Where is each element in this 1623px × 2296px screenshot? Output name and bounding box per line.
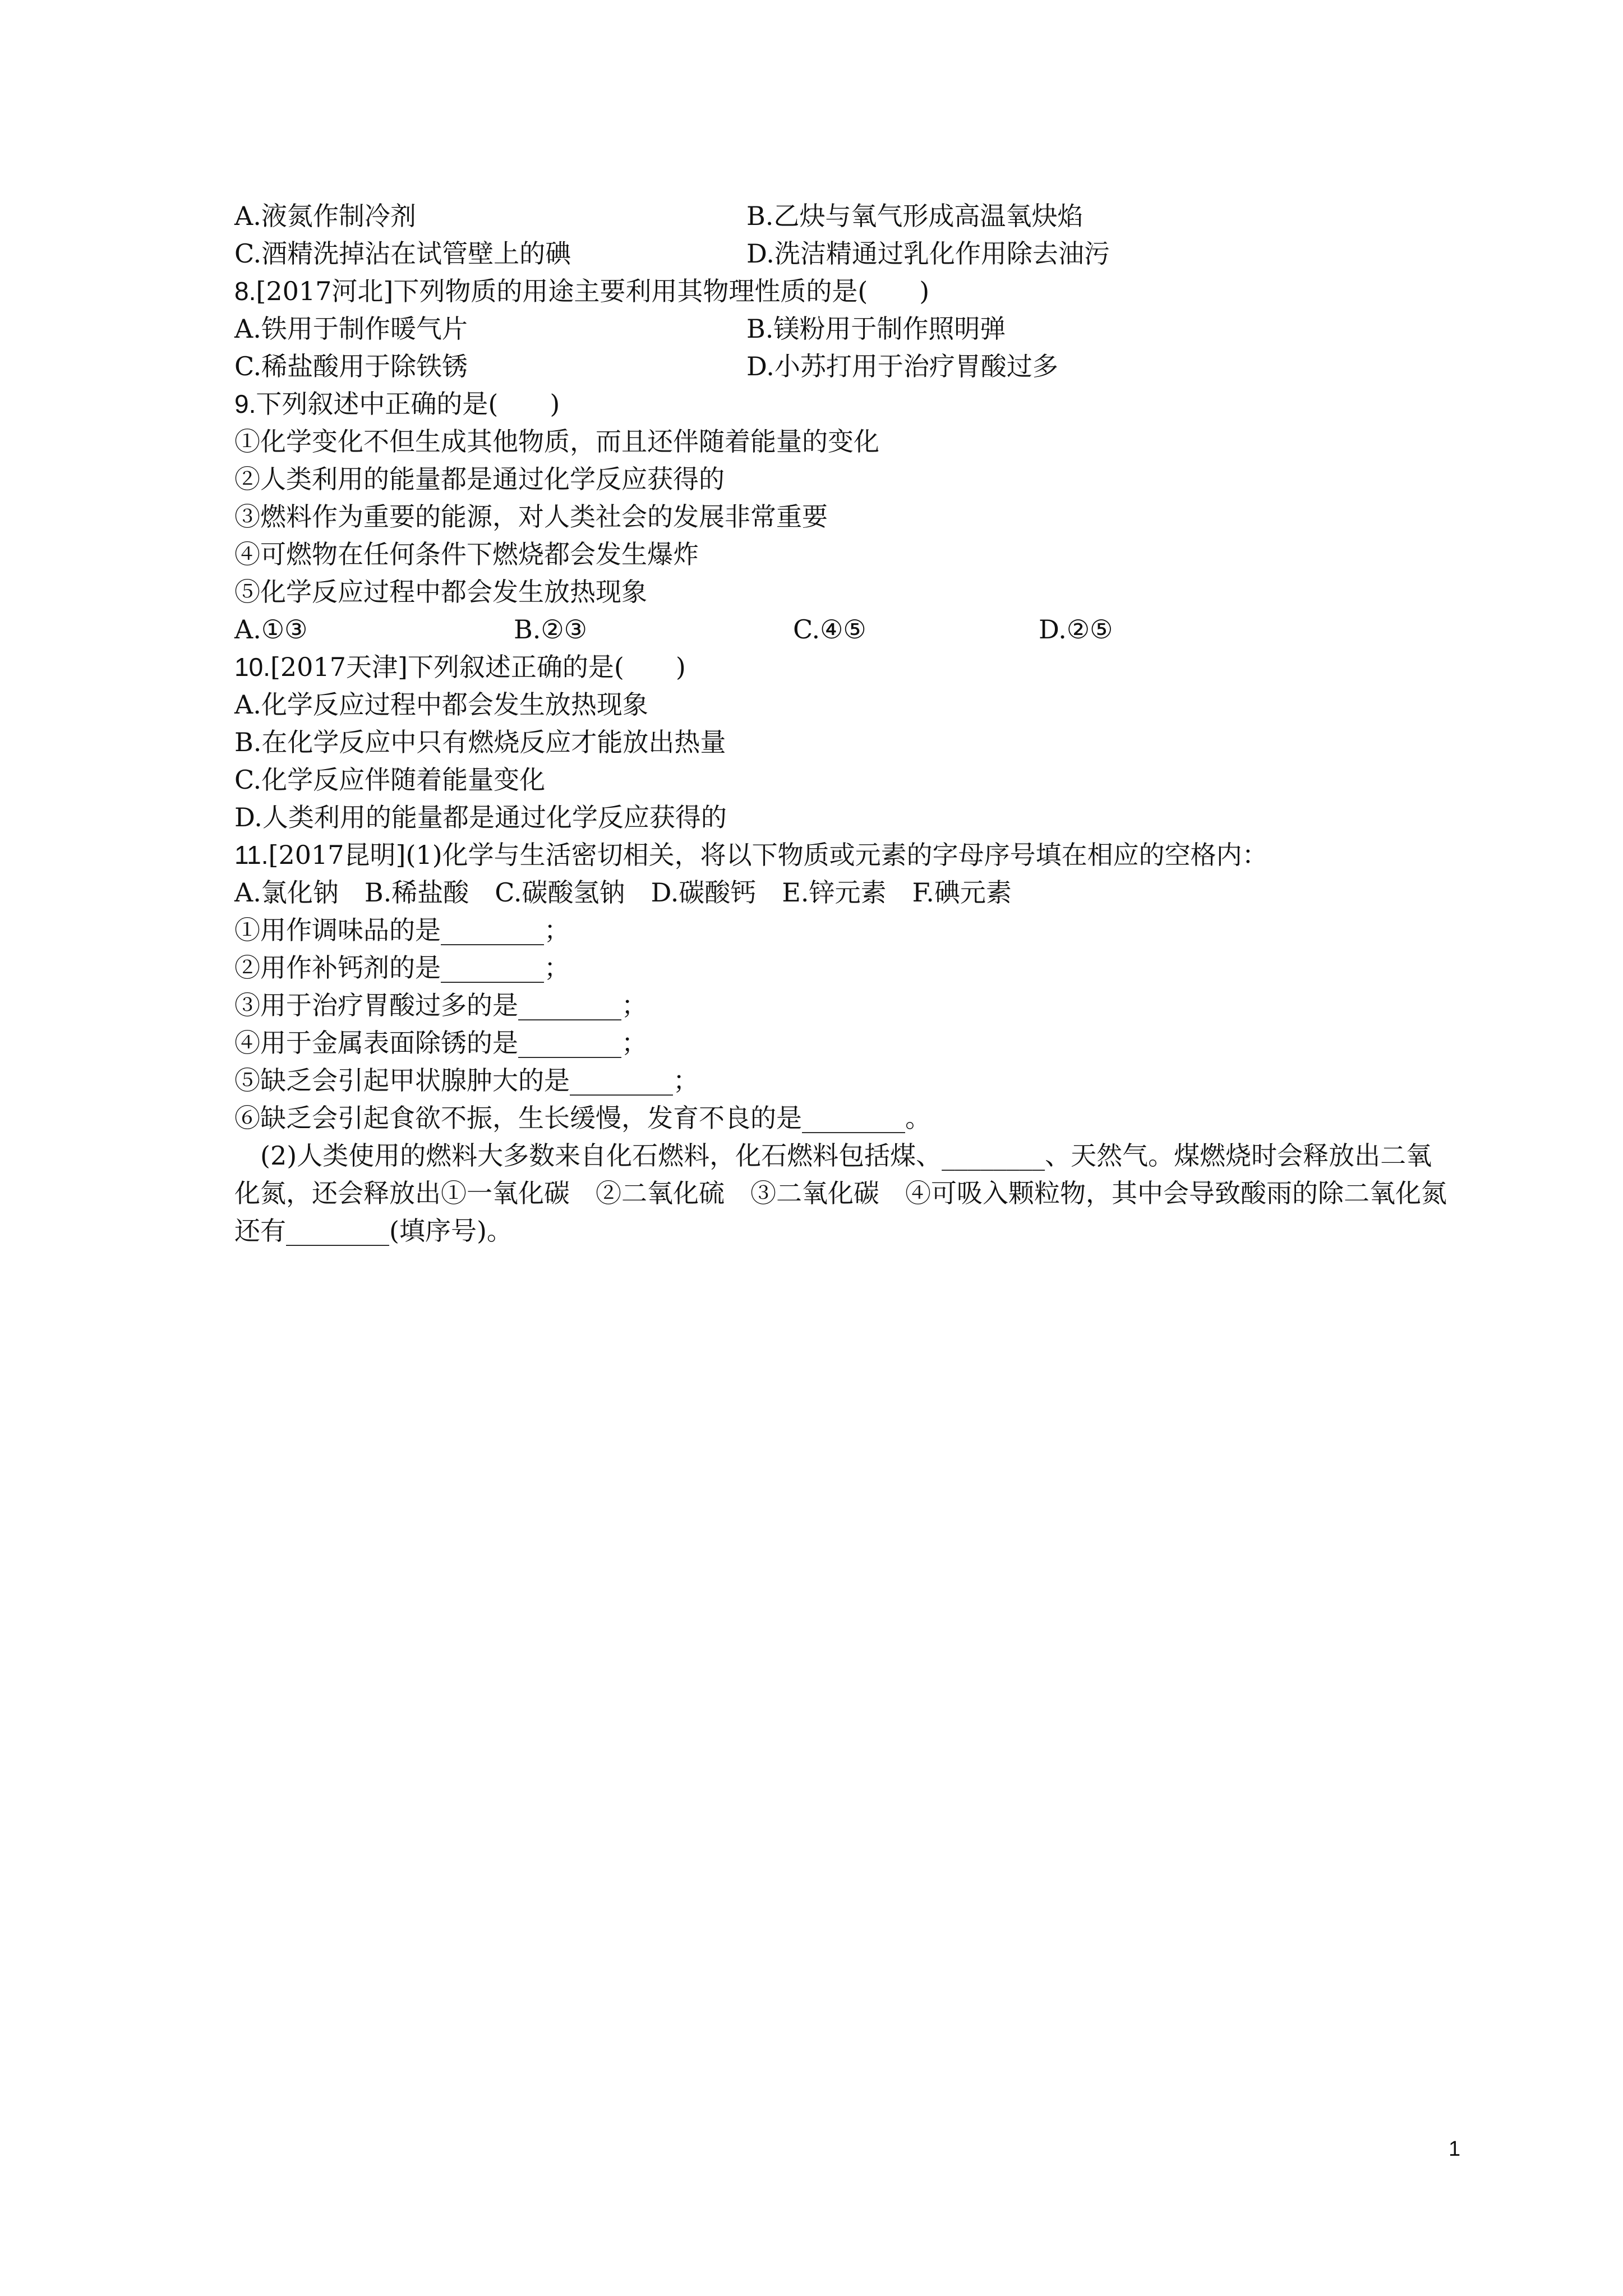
q8-option-d: D.小苏打用于治疗胃酸过多 (746, 351, 1058, 381)
q11-item: ③用于治疗胃酸过多的是________； (234, 990, 647, 1020)
q9-item: ④可燃物在任何条件下燃烧都会发生爆炸 (234, 539, 699, 569)
q8-options-row-1 (234, 310, 1457, 348)
q7-options-row-1 (234, 197, 1457, 235)
q11-stem (234, 836, 1457, 874)
q11-part-2: (2)人类使用的燃料大多数来自化石燃料，化石燃料包括煤、________、天然气。煤燃烧时会释放出二氧化氮，还会释放出①一氧化碳 ②二氧化硫 ③二氧化碳 ④可吸入颗粒物，其中会导致酸雨的除二氧化氮还有________(填序号)。 (234, 1140, 1447, 1246)
document-content (234, 197, 1457, 1250)
q8-stem (234, 273, 1457, 310)
q9-item: ③燃料作为重要的能源，对人类社会的发展非常重要 (234, 501, 828, 532)
q10-option-d: D.人类利用的能量都是通过化学反应获得的 (234, 802, 727, 832)
q11-stem-text: [2017昆明](1)化学与生活密切相关，将以下物质或元素的字母序号填在相应的空格内： (268, 840, 1268, 870)
q9-item: ②人类利用的能量都是通过化学反应获得的 (234, 464, 725, 494)
q8-option-c: C.稀盐酸用于除铁锈 (234, 351, 468, 381)
q9-stem (234, 385, 1457, 423)
q8-number: 8. (234, 277, 256, 306)
q9-options-row (234, 611, 1457, 648)
q11-item: ④用于金属表面除锈的是________； (234, 1028, 647, 1058)
q9-number: 9. (234, 389, 256, 418)
q11-item: ⑥缺乏会引起食欲不振，生长缓慢，发育不良的是________。 (234, 1103, 931, 1133)
q8-stem-text: [2017河北]下列物质的用途主要利用其物理性质的是( ) (256, 276, 930, 306)
q9-option-b: B.②③ (514, 614, 587, 645)
page-number: 1 (1449, 2137, 1461, 2161)
q7-options-row-2 (234, 235, 1457, 273)
q9-option-d: D.②⑤ (1039, 614, 1113, 645)
q10-option-b: B.在化学反应中只有燃烧反应才能放出热量 (234, 727, 726, 757)
q9-option-c: C.④⑤ (793, 614, 866, 645)
q10-number: 10. (234, 652, 270, 682)
q8-option-b: B.镁粉用于制作照明弹 (746, 314, 1006, 344)
q7-option-c: C.酒精洗掉沾在试管壁上的碘 (234, 238, 571, 269)
q9-option-a: A.①③ (234, 614, 308, 645)
q11-item: ⑤缺乏会引起甲状腺肿大的是________； (234, 1065, 699, 1096)
q11-substance-options: A.氯化钠 B.稀盐酸 C.碳酸氢钠 D.碳酸钙 E.锌元素 F.碘元素 (234, 877, 1012, 908)
q9-item: ⑤化学反应过程中都会发生放热现象 (234, 577, 647, 607)
q7-option-b: B.乙炔与氧气形成高温氧炔焰 (746, 201, 1083, 231)
q10-option-c: C.化学反应伴随着能量变化 (234, 765, 546, 795)
q10-option-a: A.化学反应过程中都会发生放热现象 (234, 689, 648, 720)
q8-options-row-2 (234, 348, 1457, 385)
q8-option-a: A.铁用于制作暖气片 (234, 314, 468, 344)
q10-stem-text: [2017天津]下列叙述正确的是( ) (270, 652, 686, 682)
q7-option-a: A.液氮作制冷剂 (234, 201, 416, 231)
q10-stem (234, 648, 1457, 686)
q7-option-d: D.洗洁精通过乳化作用除去油污 (746, 238, 1110, 269)
q11-item: ②用作补钙剂的是________； (234, 953, 570, 983)
q11-item: ①用作调味品的是________； (234, 915, 570, 945)
q9-item: ①化学变化不但生成其他物质，而且还伴随着能量的变化 (234, 426, 879, 457)
q9-stem-text: 下列叙述中正确的是( ) (256, 389, 560, 419)
q11-number: 11. (234, 840, 269, 869)
